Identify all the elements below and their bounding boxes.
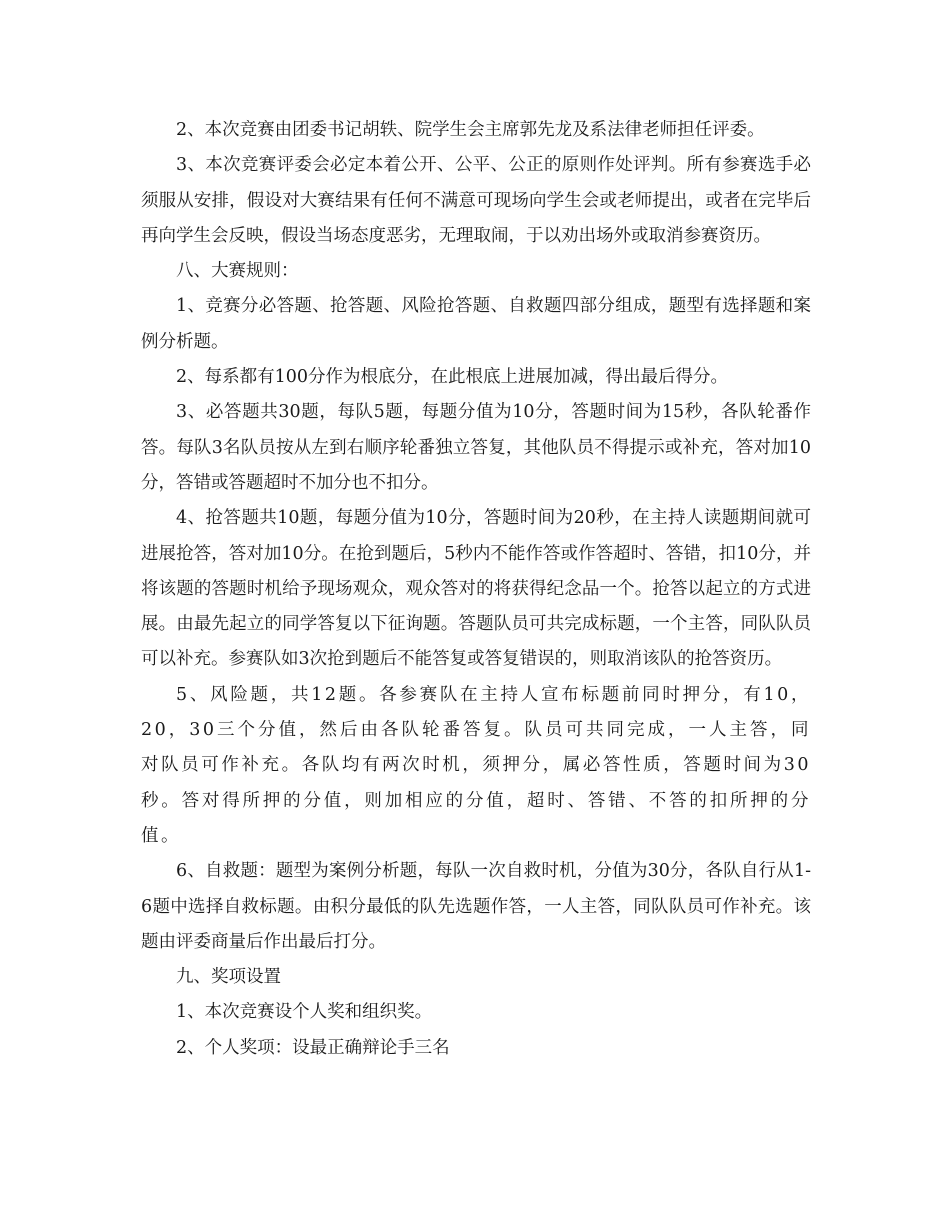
paragraph-rule-5: 5、风险题，共12题。各参赛队在主持人宣布标题前同时押分，有10，20，30三个分值，然后由各队轮番答复。队员可共同完成，一人主答，同对队员可作补充。各队均有两次时机，须押分，属必答性质，答题时间为30秒。答对得所押的分值，则加相应的分值，超时、答错、不答的扣所押的分值。 bbox=[141, 684, 811, 846]
paragraph-award-1: 1、本次竞赛设个人奖和组织奖。 bbox=[176, 1002, 433, 1023]
paragraph-rule-1: 1、竞赛分必答题、抢答题、风险抢答题、自救题四部分组成，题型有选择题和案例分析题。 bbox=[141, 296, 811, 352]
paragraph-award-2: 2、个人奖项：设最正确辩论手三名 bbox=[176, 1037, 450, 1058]
paragraph-judges: 2、本次竞赛由团委书记胡轶、院学生会主席郭先龙及系法律老师担任评委。 bbox=[176, 120, 765, 140]
paragraph-rule-3: 3、必答题共30题，每队5题，每题分值为10分，答题时间为15秒，各队轮番作答。每队3名队员按从左到右顺序轮番独立答复，其他队员不得提示或补充，答对加10分，答错或答题超时不加分也不扣分。 bbox=[141, 402, 811, 493]
paragraph-rule-2: 2、每系都有100分作为根底分，在此根底上进展加减，得出最后得分。 bbox=[176, 367, 729, 388]
section-heading-awards: 九、奖项设置 bbox=[176, 967, 281, 988]
section-heading-rules: 八、大赛规则： bbox=[176, 261, 299, 282]
document-body bbox=[141, 113, 811, 1066]
paragraph-rule-6: 6、自救题：题型为案例分析题，每队一次自救时机，分值为30分，各队自行从1-6题中选择自救标题。由积分最低的队先选题作答，一人主答，同队队员可作补充。该题由评委商量后作出最后打分。 bbox=[141, 861, 811, 952]
paragraph-rule-4: 4、抢答题共10题，每题分值为10分，答题时间为20秒，在主持人读题期间就可进展抢答，答对加10分。在抢到题后，5秒内不能作答或作答超时、答错，扣10分，并将该题的答题时机给予现场观众，观众答对的将获得纪念品一个。抢答以起立的方式进展。由最先起立的同学答复以下征询题。答题队员可共完成标题，一个主答，同队队员可以补充。参赛队如3次抢到题后不能答复或答复错误的，则取消该队的抢答资历。 bbox=[141, 508, 811, 670]
paragraph-judging-principles: 3、本次竞赛评委会必定本着公开、公平、公正的原则作处评判。所有参赛选手必须服从安排，假设对大赛结果有任何不满意可现场向学生会或老师提出，或者在完毕后再向学生会反映，假设当场态度恶劣，无理取闹，于以劝出场外或取消参赛资历。 bbox=[141, 155, 811, 246]
